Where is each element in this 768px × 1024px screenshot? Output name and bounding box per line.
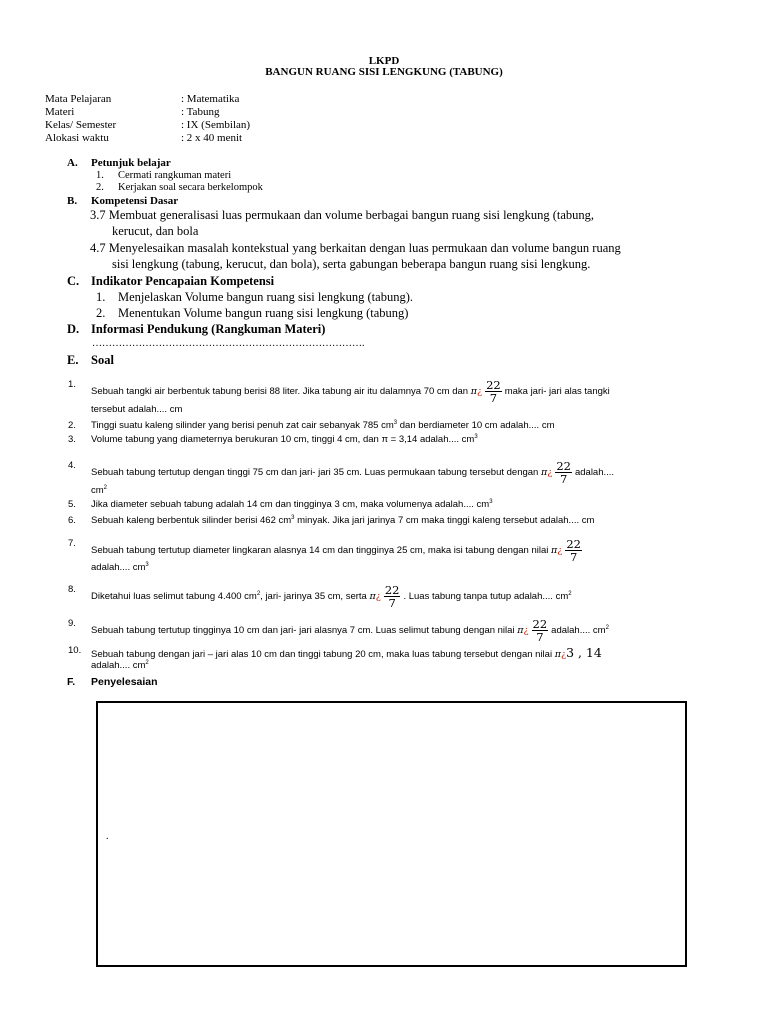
superscript: 2 (103, 484, 108, 491)
section-letter: E. (67, 353, 79, 367)
text-segment: dan berdiameter 10 cm adalah.... cm (399, 420, 555, 431)
section-letter: F. (67, 676, 76, 688)
identity-key: Mata Pelajaran (45, 93, 112, 105)
section-letter: C. (67, 274, 80, 288)
fraction (555, 460, 572, 485)
question-text (91, 515, 594, 526)
pi-symbol: π (554, 649, 561, 660)
identity-value: : Matematika (181, 93, 240, 105)
question-text (91, 538, 585, 563)
fraction (485, 379, 502, 404)
fraction-denominator: 7 (388, 596, 396, 610)
question-number: 3. (68, 434, 76, 445)
item-number: 2. (96, 306, 106, 320)
answer-box[interactable] (96, 701, 687, 967)
superscript: 3 (489, 498, 493, 505)
page-title: LKPD (368, 55, 400, 67)
section-letter: B. (67, 195, 78, 207)
render-glitch-symbol: ¿ (557, 545, 563, 557)
question-text (91, 460, 614, 485)
section-title: Soal (91, 353, 114, 367)
superscript: 3 (291, 514, 295, 521)
text-segment: maka jari- jari alas tangki (504, 386, 610, 398)
question-10-continuation (91, 660, 149, 671)
item-text: Cermati rangkuman materi (118, 170, 232, 181)
render-glitch-symbol: ¿ (547, 467, 553, 479)
question-text (91, 499, 493, 510)
pi-symbol: π (540, 467, 548, 479)
section-title: Informasi Pendukung (Rangkuman Materi) (91, 322, 326, 336)
question-7-continuation (91, 562, 149, 573)
text-segment: Sebuah tabung tertutup diameter lingkaran alasnya 14 cm dan tingginya 25 cm, maka isi tabung dengan nilai (91, 545, 549, 557)
fraction-denominator: 7 (489, 391, 498, 405)
question-number: 5. (68, 499, 76, 510)
render-glitch-symbol: ¿ (560, 649, 567, 660)
text-segment: Sebuah tabung tertutup tingginya 10 cm dan jari- jari alasnya 7 cm. Luas selimut tabung dengan nilai (91, 625, 515, 637)
identity-value: : 2 x 40 menit (181, 132, 243, 144)
box-mark: . (106, 831, 109, 842)
item-text: Kerjakan soal secara berkelompok (118, 182, 263, 193)
pi-value: 3 , 14 (566, 645, 602, 660)
question-text (91, 379, 610, 404)
text-segment: adalah.... cm (91, 660, 146, 671)
identity-key: Alokasi waktu (45, 132, 109, 144)
identity-key: Materi (45, 106, 75, 118)
text-segment: adalah.... cm (91, 562, 146, 573)
text-segment: Diketahui luas selimut tabung 4.400 cm (91, 591, 257, 603)
kd-item-text: kerucut, dan bola (112, 224, 199, 238)
question-4-continuation (91, 485, 107, 496)
kd-item-text: 3.7 Membuat generalisasi luas permukaan dan volume berbagai bangun ruang sisi lengkung (tabung, (90, 208, 595, 222)
fraction-numerator: 22 (566, 537, 581, 551)
render-glitch-symbol: ¿ (523, 625, 529, 637)
superscript: 3 (393, 419, 398, 426)
item-number: 2. (96, 182, 104, 193)
fraction-numerator: 22 (556, 459, 571, 473)
fraction-numerator: 22 (532, 617, 548, 631)
question-number: 6. (68, 515, 76, 526)
item-number: 1. (96, 170, 104, 181)
fraction-denominator: 7 (570, 550, 578, 564)
section-title: Kompetensi Dasar (91, 195, 179, 207)
text-segment: minyak. Jika jari jarinya 7 cm maka tinggi kaleng tersebut adalah.... cm (297, 515, 595, 526)
identity-key: Kelas/ Semester (45, 119, 117, 131)
text-segment: cm (91, 485, 104, 496)
item-text: Menentukan Volume bangun ruang sisi lengkung (tabung) (118, 306, 409, 320)
text-segment: . Luas tabung tanpa tutup adalah.... cm (403, 591, 569, 603)
kd-item-text: sisi lengkung (tabung, kerucut, dan bola), serta gabungan beberapa bangun ruang sisi lengkung. (112, 257, 591, 271)
section-letter: D. (67, 322, 80, 336)
question-number: 2. (68, 420, 76, 431)
item-text: Menjelaskan Volume bangun ruang sisi lengkung (tabung). (118, 290, 413, 304)
identity-value: : IX (Sembilan) (181, 119, 251, 131)
question-number: 1. (68, 379, 76, 390)
section-letter: A. (67, 157, 78, 169)
question-text (91, 645, 602, 660)
section-title: Petunjuk belajar (91, 157, 171, 169)
question-number: 7. (68, 538, 76, 549)
text-segment: Sebuah tangki air berbentuk tabung berisi 88 liter. Jika tabung air itu dalamnya 70 cm dan (91, 386, 469, 398)
page-subtitle: BANGUN RUANG SISI LENGKUNG (TABUNG) (265, 66, 503, 78)
superscript: 2 (256, 590, 261, 597)
question-number: 10. (68, 645, 82, 656)
question-1-continuation: tersebut adalah.... cm (91, 404, 183, 415)
pi-symbol: π (517, 625, 524, 637)
fraction (532, 618, 549, 643)
text-segment: adalah.... (574, 467, 615, 479)
render-glitch-symbol: ¿ (476, 386, 483, 398)
dotted-line: ………………………………………………………………………. (92, 338, 365, 349)
text-segment: Sebuah tabung tertutup dengan tinggi 75 cm dan jari- jari 35 cm. Luas permukaan tabung tersebut dengan (91, 467, 539, 479)
render-glitch-symbol: ¿ (375, 591, 381, 603)
text-segment: Sebuah kaleng berbentuk silinder berisi 462 cm (91, 515, 292, 526)
superscript: 2 (605, 624, 609, 631)
pi-symbol: π (369, 591, 376, 603)
fraction-denominator: 7 (559, 472, 568, 486)
superscript: 3 (145, 561, 149, 568)
question-text (91, 420, 554, 431)
question-number: 9. (68, 618, 76, 629)
text-segment: Sebuah tabung dengan jari – jari alas 10 cm dan tinggi tabung 20 cm, maka luas tabung tersebut dengan nilai (91, 649, 553, 660)
text-segment: adalah.... cm (551, 625, 606, 637)
fraction-denominator: 7 (536, 630, 544, 644)
text-segment: Tinggi suatu kaleng silinder yang berisi penuh zat cair sebanyak 785 cm (91, 420, 394, 431)
question-text (91, 584, 572, 609)
question-text (91, 434, 478, 445)
text-segment: , jari- jarinya 35 cm, serta (260, 591, 367, 603)
fraction (565, 538, 582, 563)
question-number: 4. (68, 460, 76, 471)
fraction-numerator: 22 (384, 583, 400, 597)
text-segment: Volume tabung yang diameternya berukuran 10 cm, tinggi 4 cm, dan π = 3,14 adalah.... cm (91, 434, 475, 445)
superscript: 2 (568, 590, 572, 597)
pi-symbol: π (551, 545, 558, 557)
kd-item-text: 4.7 Menyelesaikan masalah kontekstual yang berkaitan dengan luas permukaan dan volume bangun ruang (90, 241, 621, 255)
question-text (91, 618, 609, 643)
identity-value: : Tabung (181, 106, 220, 118)
section-title: Penyelesaian (91, 676, 158, 688)
question-number: 8. (68, 584, 76, 595)
pi-symbol: π (470, 386, 477, 398)
superscript: 2 (145, 659, 149, 666)
text-segment: Jika diameter sebuah tabung adalah 14 cm dan tingginya 3 cm, maka volumenya adalah.... cm (91, 499, 490, 510)
fraction (384, 584, 401, 609)
fraction-numerator: 22 (486, 378, 501, 392)
item-number: 1. (96, 290, 106, 304)
superscript: 3 (474, 433, 478, 440)
section-title: Indikator Pencapaian Kompetensi (91, 274, 275, 288)
